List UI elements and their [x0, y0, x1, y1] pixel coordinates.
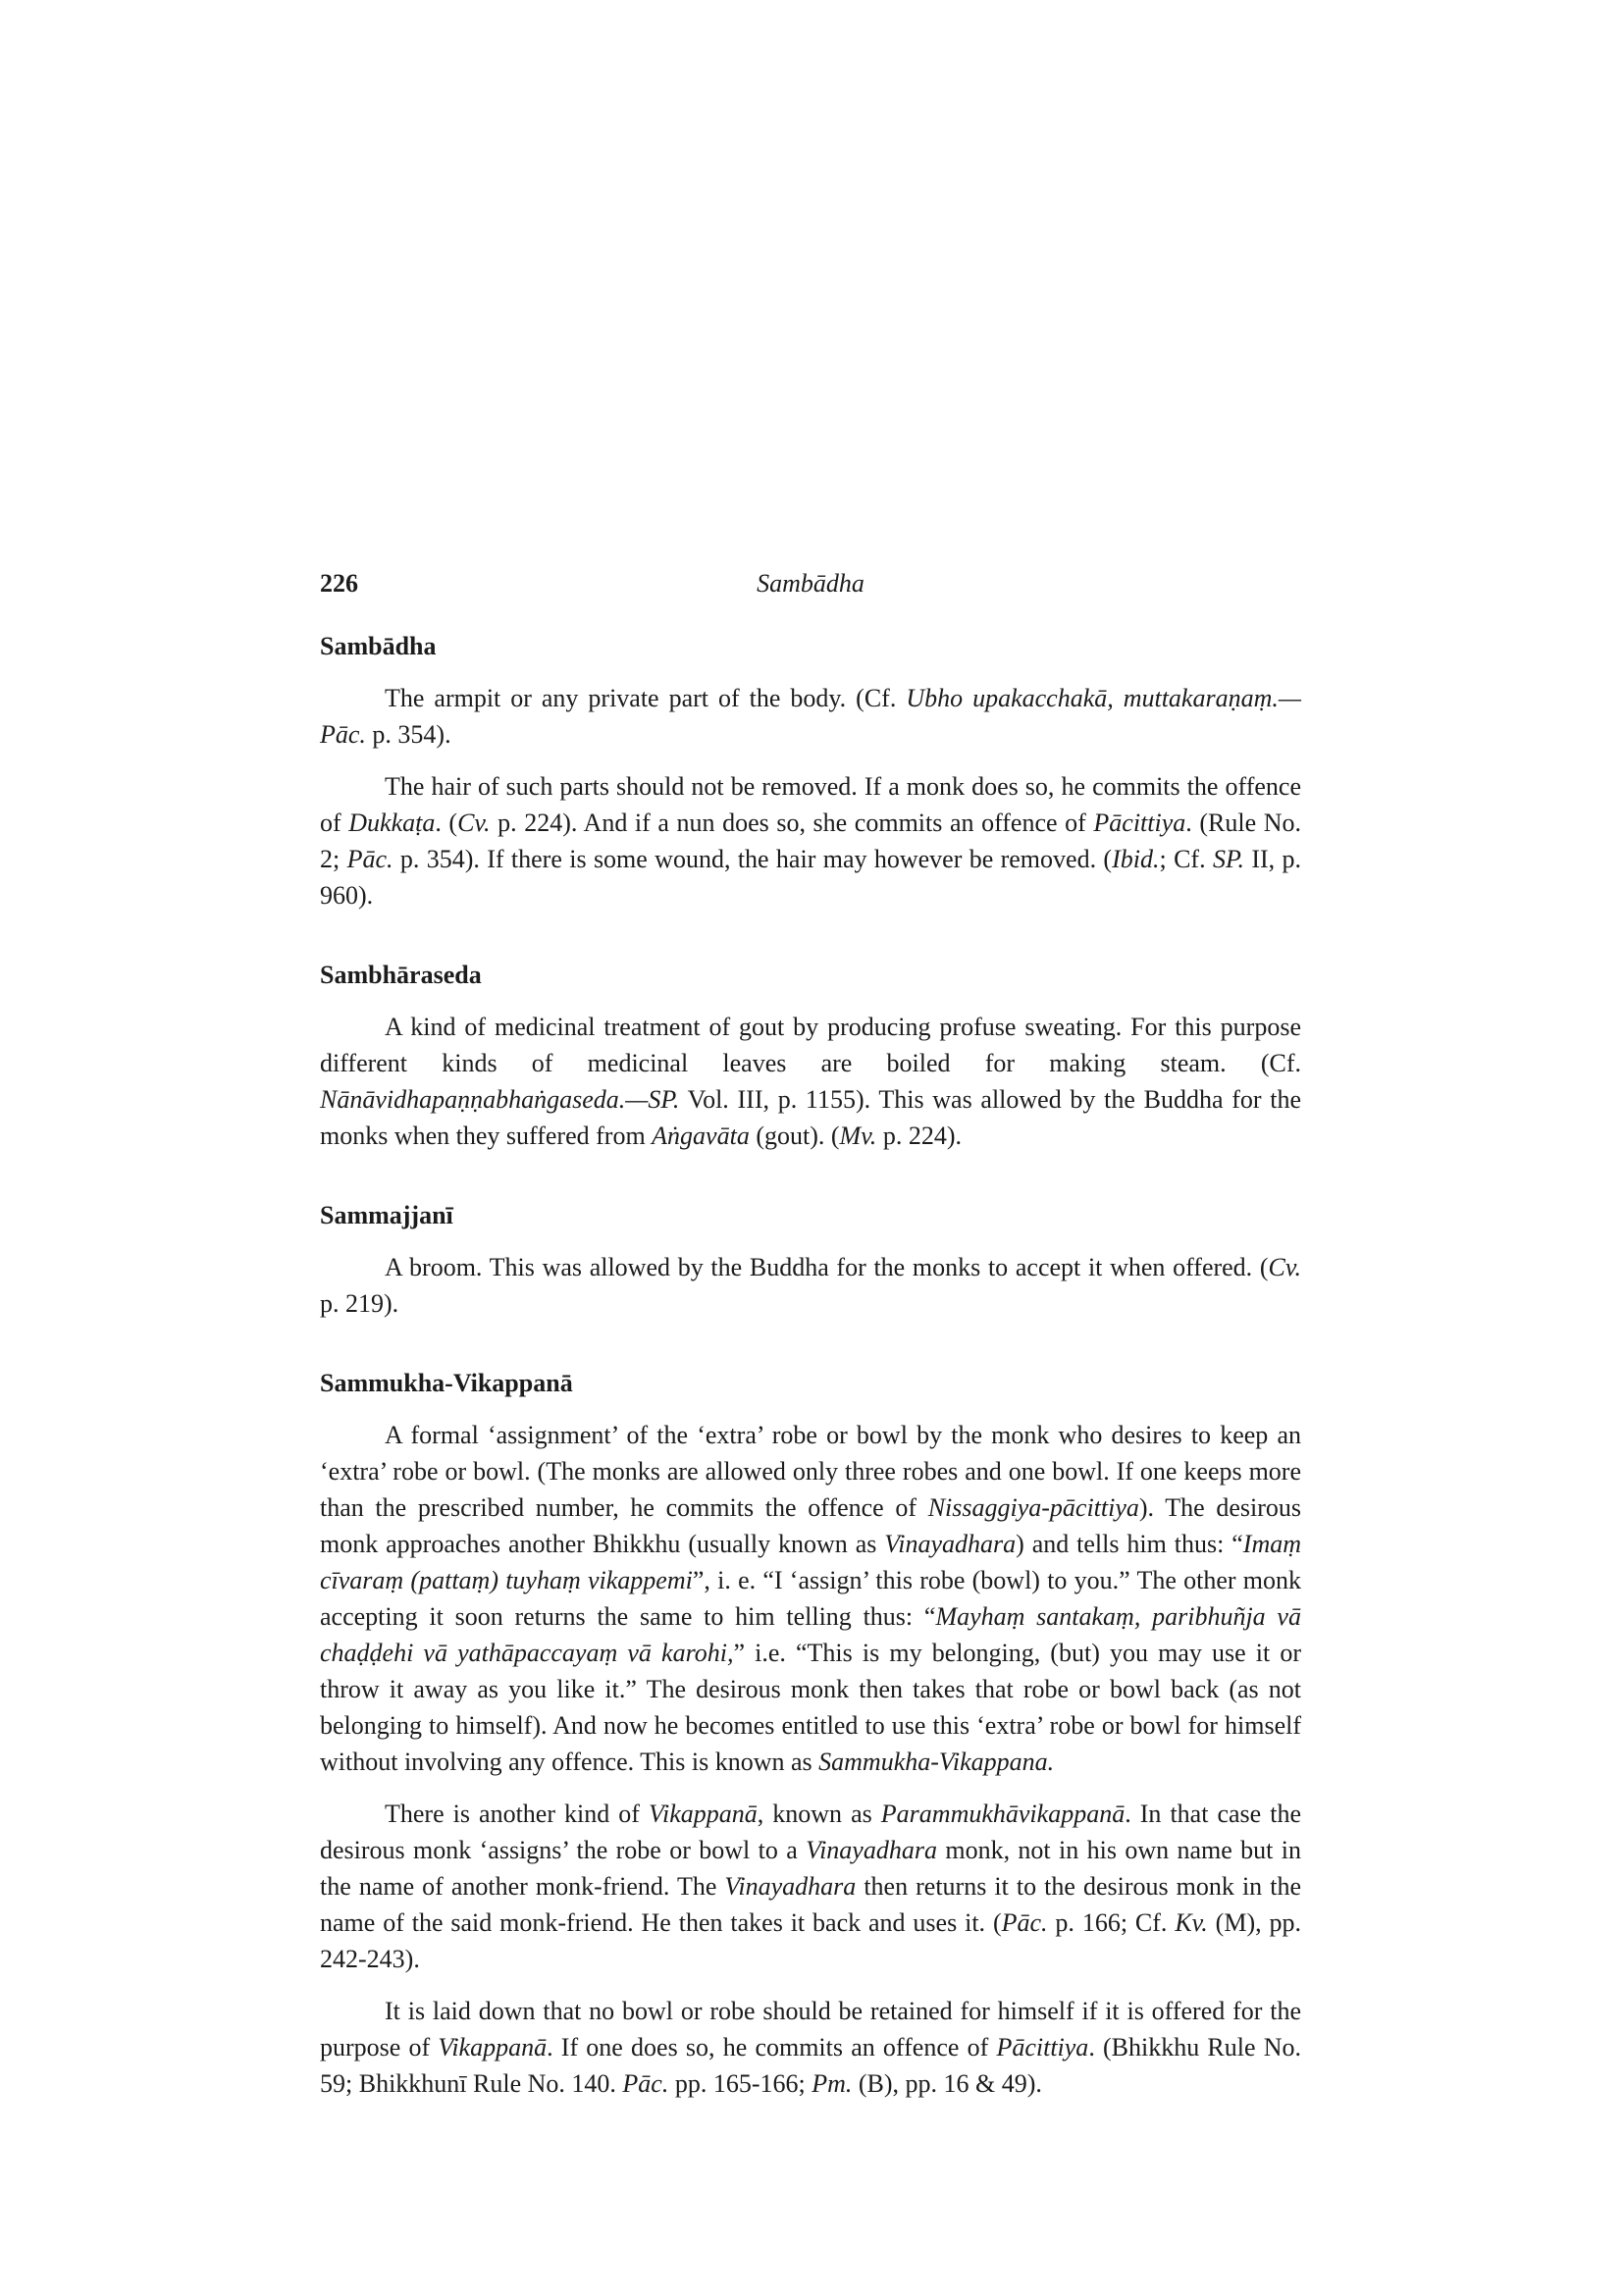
entry-paragraph: There is another kind of Vikappanā, known as Parammukhāvikappanā. In that case the desirous monk ‘assigns’ the robe or bowl to a Vinayadhara monk, not in his own name but in the name of another monk-friend. The Vinayadhara then returns it to the desirous monk in the name of the said monk-friend. He then takes it back and uses it. (Pāc. p. 166; Cf. Kv. (M), pp. 242-243).: [320, 1800, 1302, 1973]
entry-paragraph: A formal ‘assignment’ of the ‘extra’ robe or bowl by the monk who desires to keep an ‘extra’ robe or bowl. (The monks are allowed only three robes and one bowl. If one keeps more than the prescribed number, he commits the offence of Nissaggiya-pācittiya). The desirous monk approaches another Bhikkhu (usually known as Vinayadhara) and tells him thus: “Imaṃ cīvaraṃ (pattaṃ) tuyhaṃ vikappemi”, i. e. “I ‘assign’ this robe (bowl) to you.” The other monk accepting it soon returns the same to him telling thus: “Mayhaṃ santakaṃ, paribhuñja vā chaḍḍehi vā yathāpaccayaṃ vā karohi,” i.e. “This is my belonging, (but) you may use it or throw it away as you like it.” The desirous monk then takes that robe or bowl back (as not belonging to himself). And now he becomes entitled to use this ‘extra’ robe or bowl for himself without involving any offence. This is known as Sammukha-Vikappana.: [320, 1421, 1301, 1776]
page-header: [320, 569, 1301, 618]
entry-sammajjani: [320, 1197, 1301, 1322]
running-title: Sambādha: [757, 569, 864, 598]
entry-paragraph: The hair of such parts should not be removed. If a monk does so, he commits the offence of Dukkaṭa. (Cv. p. 224). And if a nun does so, she commits an offence of Pācittiya. (Rule No. 2; Pāc. p. 354). If there is some wound, the hair may however be removed. (Ibid.; Cf. SP. II, p. 960).: [320, 772, 1302, 910]
page-content: [320, 628, 1301, 2145]
entry-title: Sambādha: [320, 632, 437, 660]
page-number: 226: [320, 569, 358, 598]
entry-sammukha-vikappana: [320, 1365, 1301, 2102]
entry-paragraph: It is laid down that no bowl or robe should be retained for himself if it is offered for the purpose of Vikappanā. If one does so, he commits an offence of Pācittiya. (Bhikkhu Rule No. 59; Bhikkhunī Rule No. 140. Pāc. pp. 165-166; Pm. (B), pp. 16 & 49).: [320, 1997, 1302, 2098]
entry-title: Sammukha-Vikappanā: [320, 1369, 573, 1397]
entry-paragraph: A kind of medicinal treatment of gout by producing profuse sweating. For this purpose different kinds of medicinal leaves are boiled for making steam. (Cf. Nānāvidhapaṇṇabhaṅgaseda.—SP. Vol. III, p. 1155). This was allowed by the Buddha for the monks when they suffered from Aṅgavāta (gout). (Mv. p. 224).: [320, 1013, 1301, 1150]
entry-paragraph: The armpit or any private part of the body. (Cf. Ubho upakacchakā, muttakaraṇaṃ.—Pāc. p. 354).: [320, 684, 1301, 749]
entry-paragraph: A broom. This was allowed by the Buddha for the monks to accept it when offered. (Cv. p. 219).: [320, 1253, 1301, 1318]
entry-title: Sambhāraseda: [320, 961, 482, 989]
entry-sambadha: [320, 628, 1301, 913]
entry-sambharaseda: [320, 957, 1301, 1154]
entry-title: Sammajjanī: [320, 1201, 453, 1229]
